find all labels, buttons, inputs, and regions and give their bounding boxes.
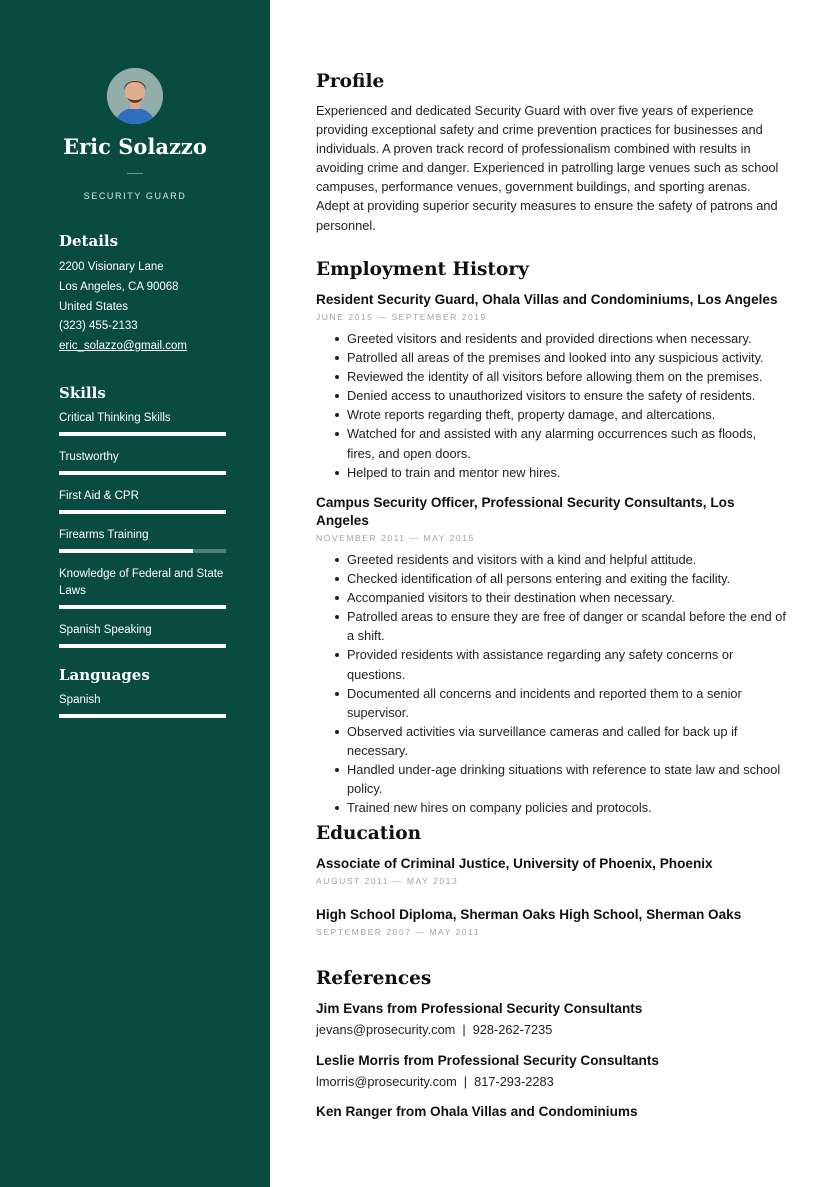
education-dates: AUGUST 2011 — MAY 2013 [316, 876, 459, 886]
language-item [59, 692, 226, 718]
avatar [107, 68, 163, 124]
separator: | [462, 1022, 466, 1037]
bullet: Helped to train and mentor new hires. [316, 463, 786, 482]
education-title: Associate of Criminal Justice, University of Phoenix, Phoenix [316, 856, 713, 871]
skills-section [59, 384, 226, 661]
bullet: Greeted visitors and residents and provided directions when necessary. [316, 329, 786, 348]
profile-heading: Profile [316, 71, 385, 92]
skill-item [59, 488, 226, 514]
job-title: Resident Security Guard, Ohala Villas and Condominiums, Los Angeles [316, 292, 778, 307]
phone: (323) 455-2133 [59, 320, 138, 333]
profile-text: Experienced and dedicated Security Guard with over five years of experience providing exceptional safety and crime prevention practices for businesses and individuals. A proven track record of professionalism combined with results in avoiding crime and danger. Experienced in patrolling large venues such as school campuses, performance venues, government buildings, and sporting arenas. Adept at providing superior security measures to ensure the safety of patrons and personnel. [316, 103, 779, 233]
bullet: Handled under-age drinking situations with reference to state law and school policy. [316, 760, 786, 798]
reference-contact [316, 1072, 786, 1091]
reference-entry [316, 1000, 786, 1039]
bullet: Denied access to unauthorized visitors to ensure the safety of residents. [316, 386, 786, 405]
reference-email[interactable]: lmorris@prosecurity.com [316, 1074, 457, 1089]
education-entry [316, 906, 786, 938]
reference-name: Jim Evans from Professional Security Consultants [316, 1001, 643, 1016]
language-label: Spanish [59, 694, 101, 706]
bullet: Checked identification of all persons entering and exiting the facility. [316, 569, 786, 588]
job-title: Campus Security Officer, Professional Security Consultants, Los Angeles [316, 495, 735, 528]
skill-label: Critical Thinking Skills [59, 412, 171, 424]
sidebar [0, 0, 270, 1187]
job-bullets [316, 329, 786, 482]
languages-section [59, 666, 226, 731]
bullet: Greeted residents and visitors with a kind and helpful attitude. [316, 550, 786, 569]
bullet: Provided residents with assistance regarding any safety concerns or questions. [316, 645, 786, 683]
skill-level-bar [59, 510, 226, 514]
bullet: Accompanied visitors to their destination when necessary. [316, 588, 786, 607]
reference-contact [316, 1020, 786, 1039]
reference-entry [316, 1052, 786, 1091]
employment-heading: Employment History [316, 259, 529, 280]
skill-level-bar [59, 644, 226, 648]
bullet: Trained new hires on company policies and protocols. [316, 798, 786, 817]
reference-name: Ken Ranger from Ohala Villas and Condominiums [316, 1104, 638, 1119]
skill-item [59, 449, 226, 475]
skill-label: Knowledge of Federal and State Laws [59, 568, 224, 597]
education-entry [316, 855, 786, 887]
bullet: Patrolled areas to ensure they are free of danger or scandal before the end of a shift. [316, 607, 786, 645]
reference-phone: 928-262-7235 [472, 1022, 553, 1037]
address-line-1: 2200 Visionary Lane [59, 261, 164, 273]
skill-item [59, 622, 226, 648]
job-dates: NOVEMBER 2011 — MAY 2015 [316, 533, 475, 543]
reference-name: Leslie Morris from Professional Security Consultants [316, 1053, 659, 1068]
bullet: Watched for and assisted with any alarming occurrences such as floods, fires, and open doors. [316, 424, 786, 462]
skill-item [59, 566, 226, 609]
skill-level-bar [59, 605, 226, 609]
reference-email[interactable]: jevans@prosecurity.com [316, 1022, 456, 1037]
details-heading: Details [59, 232, 119, 250]
skills-heading: Skills [59, 384, 106, 402]
bullet: Patrolled all areas of the premises and looked into any suspicious activity. [316, 348, 786, 367]
skill-label: Spanish Speaking [59, 624, 152, 636]
skill-label: Firearms Training [59, 529, 149, 541]
reference-entry [316, 1103, 786, 1121]
candidate-name: Eric Solazzo [63, 134, 207, 159]
person-photo-icon [107, 68, 163, 124]
country: United States [59, 300, 129, 313]
language-level-bar [59, 714, 226, 718]
languages-heading: Languages [59, 666, 150, 684]
skill-item [59, 410, 226, 436]
bullet: Wrote reports regarding theft, property damage, and altercations. [316, 405, 786, 424]
bullet: Documented all concerns and incidents and reported them to a senior supervisor. [316, 684, 786, 722]
separator: | [463, 1074, 468, 1089]
skill-level-bar [59, 432, 226, 436]
name-divider [127, 173, 143, 174]
job-entry [316, 494, 786, 817]
email-link[interactable]: eric_solazzo@gmail.com [59, 340, 187, 353]
references-heading: References [316, 968, 432, 989]
education-heading: Education [316, 823, 422, 844]
bullet: Reviewed the identity of all visitors before allowing them on the premises. [316, 367, 786, 386]
skill-level-bar [59, 549, 226, 553]
skill-label: Trustworthy [59, 451, 119, 463]
education-dates: SEPTEMBER 2007 — MAY 2011 [316, 927, 481, 937]
job-entry [316, 291, 786, 482]
skill-level-bar [59, 471, 226, 475]
education-title: High School Diploma, Sherman Oaks High School, Sherman Oaks [316, 907, 742, 922]
job-bullets [316, 550, 786, 817]
reference-phone: 817-293-2283 [474, 1074, 554, 1089]
details-section [59, 232, 226, 357]
skill-item [59, 527, 226, 553]
job-dates: JUNE 2015 — SEPTEMBER 2019 [316, 312, 487, 322]
skill-label: First Aid & CPR [59, 490, 139, 502]
job-title: SECURITY GUARD [83, 191, 187, 201]
address-line-2: Los Angeles, CA 90068 [59, 280, 179, 293]
bullet: Observed activities via surveillance cameras and called for back up if necessary. [316, 722, 786, 760]
